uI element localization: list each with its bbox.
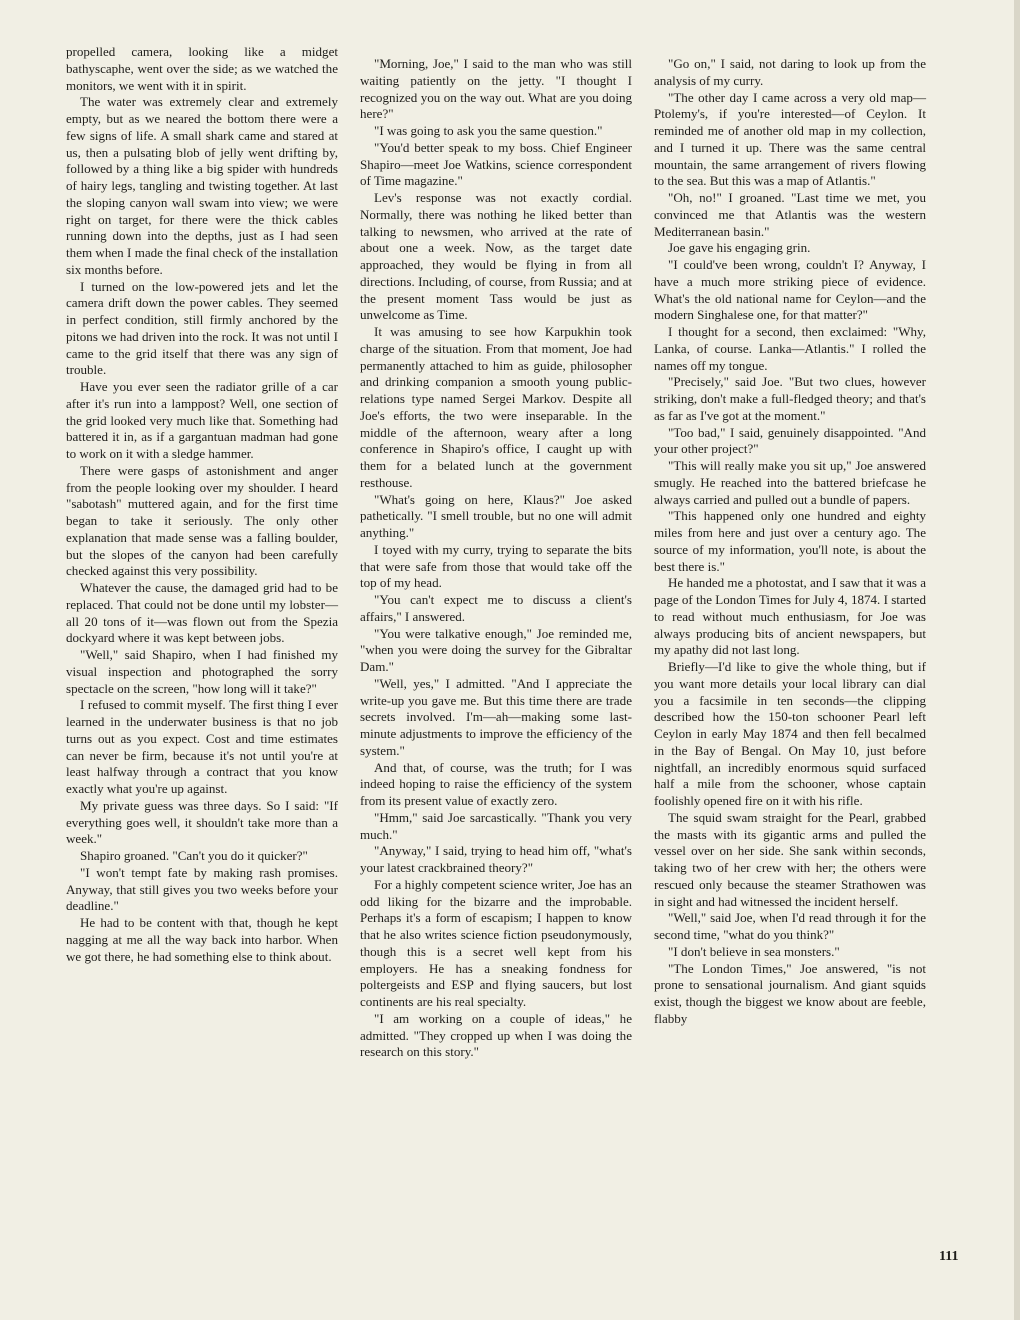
paragraph: "I could've been wrong, couldn't I? Anyway, I have a much more striking piece of evidence. What's the old national name for Ceylon—and the modern Singhalese one, for that matter?"	[654, 257, 926, 323]
page-number: 111	[939, 1249, 959, 1264]
paragraph: I turned on the low-powered jets and let the camera drift down the power cables. They seemed in perfect condition, still firmly anchored by the pitons we had driven into the rock. It was not until I came to the grid itself that there was any sign of trouble.	[66, 278, 338, 378]
paragraph: "Oh, no!" I groaned. "Last time we met, you convinced me that Atlantis was the western Mediterranean basin."	[654, 190, 926, 239]
paragraph: "Precisely," said Joe. "But two clues, however striking, don't make a full-fledged theory; and that's as far as I've got at the moment."	[654, 374, 926, 423]
paragraph: "Well," said Joe, when I'd read through it for the second time, "what do you think?"	[654, 910, 926, 942]
paragraph: It was amusing to see how Karpukhin took charge of the situation. From that moment, Joe had permanently attached to him as guide, philosopher and drinking companion a smooth young public-relations type named Sergei Markov. Despite all Joe's efforts, the two were inseparable. In the middle of the afternoon, weary after a long conference in Shapiro's office, I caught up with them for a belated lunch at the government resthouse.	[360, 324, 632, 490]
paragraph: "Well, yes," I admitted. "And I appreciate the write-up you gave me. But this time there are trade secrets involved. I'm—ah—making some last-minute adjustments to improve the efficiency of the system."	[360, 675, 632, 758]
paragraph: "The London Times," Joe answered, "is not prone to sensational journalism. And giant squids exist, though the biggest we know about are feeble, flabby	[654, 960, 926, 1026]
paragraph: "You'd better speak to my boss. Chief Engineer Shapiro—meet Joe Watkins, science correspondent of Time magazine."	[360, 139, 632, 189]
paragraph: "Morning, Joe," I said to the man who was still waiting patiently on the jetty. "I thought I recognized you on the way out. What are you doing here?"	[360, 56, 632, 122]
page-edge-divider	[1014, 0, 1020, 1320]
paragraph: "You were talkative enough," Joe reminded me, "when you were doing the survey for the Gibraltar Dam."	[360, 625, 632, 674]
paragraph: The squid swam straight for the Pearl, grabbed the masts with its gigantic arms and pulled the vessel over on her side. She sank within seconds, taking two of her crew with her; the others were rescued only because the steamer Strathowen was in sight and had witnessed the incident herself.	[654, 809, 926, 909]
paragraph: Have you ever seen the radiator grille of a car after it's run into a lamppost? Well, one section of the grid looked very much like that. Something had battered it in, as if a gargantuan madman had gone to work on it with a sledge hammer.	[66, 379, 338, 461]
paragraph: "Go on," I said, not daring to look up from the analysis of my curry.	[654, 56, 926, 88]
text-column-3	[654, 56, 926, 1028]
paragraph: "This will really make you sit up," Joe answered smugly. He reached into the battered briefcase he always carried and pulled out a bundle of papers.	[654, 458, 926, 507]
paragraph: My private guess was three days. So I said: "If everything goes well, it shouldn't take more than a week."	[66, 797, 338, 847]
paragraph: He handed me a photostat, and I saw that it was a page of the London Times for July 4, 1874. I started to read without much enthusiasm, for Joe was always producing bits of ancient newspapers, but my apathy did not last long.	[654, 575, 926, 658]
paragraph: For a highly competent science writer, Joe has an odd liking for the bizarre and the improbable. Perhaps it's a form of escapism; I happen to know that he also writes science fiction pseudonymously, though this is a secret well kept from his employers. He has a sneaking fondness for poltergeists and ESP and flying saucers, but lost continents are his real specialty.	[360, 876, 632, 1009]
paragraph: Lev's response was not exactly cordial. Normally, there was nothing he liked better than talking to newsmen, who arrived at the rate of about one a week. Now, as the target date approached, they would be flying in from all directions. Including, of course, from Russia; and at the present moment Tass would be just as unwelcome as Time.	[360, 190, 632, 323]
paragraph: "I am working on a couple of ideas," he admitted. "They cropped up when I was doing the research on this story."	[360, 1010, 632, 1060]
paragraph: I toyed with my curry, trying to separate the bits that were safe from those that would take off the top of my head.	[360, 541, 632, 591]
paragraph: Shapiro groaned. "Can't you do it quicker?"	[80, 848, 308, 863]
paragraph: Whatever the cause, the damaged grid had to be replaced. That could not be done until my lobster—all 20 tons of it—was flown out from the Spezia dockyard where it was kept between jobs.	[66, 580, 338, 646]
text-column-2	[360, 56, 632, 1061]
paragraph: "Well," said Shapiro, when I had finished my visual inspection and photographed the sorry spectacle on the screen, "how long will it take?"	[66, 647, 338, 696]
paragraph: "The other day I came across a very old map—Ptolemy's, if you're interested—of Ceylon. It reminded me of another old map in my collection, and I turned it up. There was the same central mountain, the same arrangement of rivers flowing to the sea. But this was a map of Atlantis."	[654, 89, 926, 189]
paragraph: "This happened only one hundred and eighty miles from here and just over a century ago. The source of my information, you'll note, is about the best there is."	[654, 508, 926, 574]
paragraph: I refused to commit myself. The first thing I ever learned in the underwater business is that no job turns out as you expect. Cost and time estimates can never be firm, because it's not until you're at least halfway through a contract that you know exactly what you're up against.	[66, 697, 338, 796]
paragraph: propelled camera, looking like a midget bathyscaphe, went over the side; as we watched the monitors, we went with it in spirit.	[66, 44, 338, 93]
paragraph: There were gasps of astonishment and anger from the people looking over my shoulder. I heard "sabotash" muttered again, and for the first time began to take it seriously. The only other explanation that made sense was a falling boulder, but the slopes of the canyon had been carefully checked against this very possibility.	[66, 462, 338, 579]
paragraph: "I don't believe in sea monsters."	[668, 943, 840, 959]
paragraph: "What's going on here, Klaus?" Joe asked pathetically. "I smell trouble, but no one will admit anything."	[360, 491, 632, 540]
text-column-1	[66, 44, 338, 965]
paragraph: Briefly—I'd like to give the whole thing, but if you want more details your local library can dial you a facsimile in ten seconds—the clipping described how the 150-ton schooner Pearl left Ceylon in early May 1874 and then fell becalmed in the Bay of Bengal. On May 10, just before nightfall, an incredibly enormous squid surfaced half a mile from the schooner, whose captain foolishly opened fire on it with his rifle.	[654, 659, 926, 808]
paragraph: "Hmm," said Joe sarcastically. "Thank you very much."	[360, 809, 632, 842]
paragraph: "Anyway," I said, trying to head him off, "what's your latest crackbrained theory?"	[360, 843, 632, 875]
paragraph: "Too bad," I said, genuinely disappointed. "And your other project?"	[654, 424, 926, 457]
paragraph: "I was going to ask you the same question."	[374, 123, 603, 138]
paragraph: The water was extremely clear and extremely empty, but as we neared the bottom there were a few signs of life. A small shark came and stared at us, then a pulsating blob of jelly went drifting by, followed by a thing like a big spider with hundreds of hairy legs, tangling and twisting together. At last the sloping canyon wall swam into view; we were right on target, for there were the thick cables running down into the depths, just as I had seen them when I made the final check of the installation six months before.	[66, 94, 338, 277]
paragraph: And that, of course, was the truth; for I was indeed hoping to raise the efficiency of the system from its present value of exactly zero.	[360, 759, 632, 808]
paragraph: Joe gave his engaging grin.	[668, 240, 811, 256]
paragraph: "I won't tempt fate by making rash promises. Anyway, that still gives you two weeks before your deadline."	[66, 864, 338, 914]
paragraph: He had to be content with that, though he kept nagging at me all the way back into harbor. When we got there, he had something else to think about.	[66, 915, 338, 964]
paragraph: I thought for a second, then exclaimed: "Why, Lanka, of course. Lanka—Atlantis." I rolled the names off my tongue.	[654, 324, 926, 373]
paragraph: "You can't expect me to discuss a client's affairs," I answered.	[360, 592, 632, 624]
